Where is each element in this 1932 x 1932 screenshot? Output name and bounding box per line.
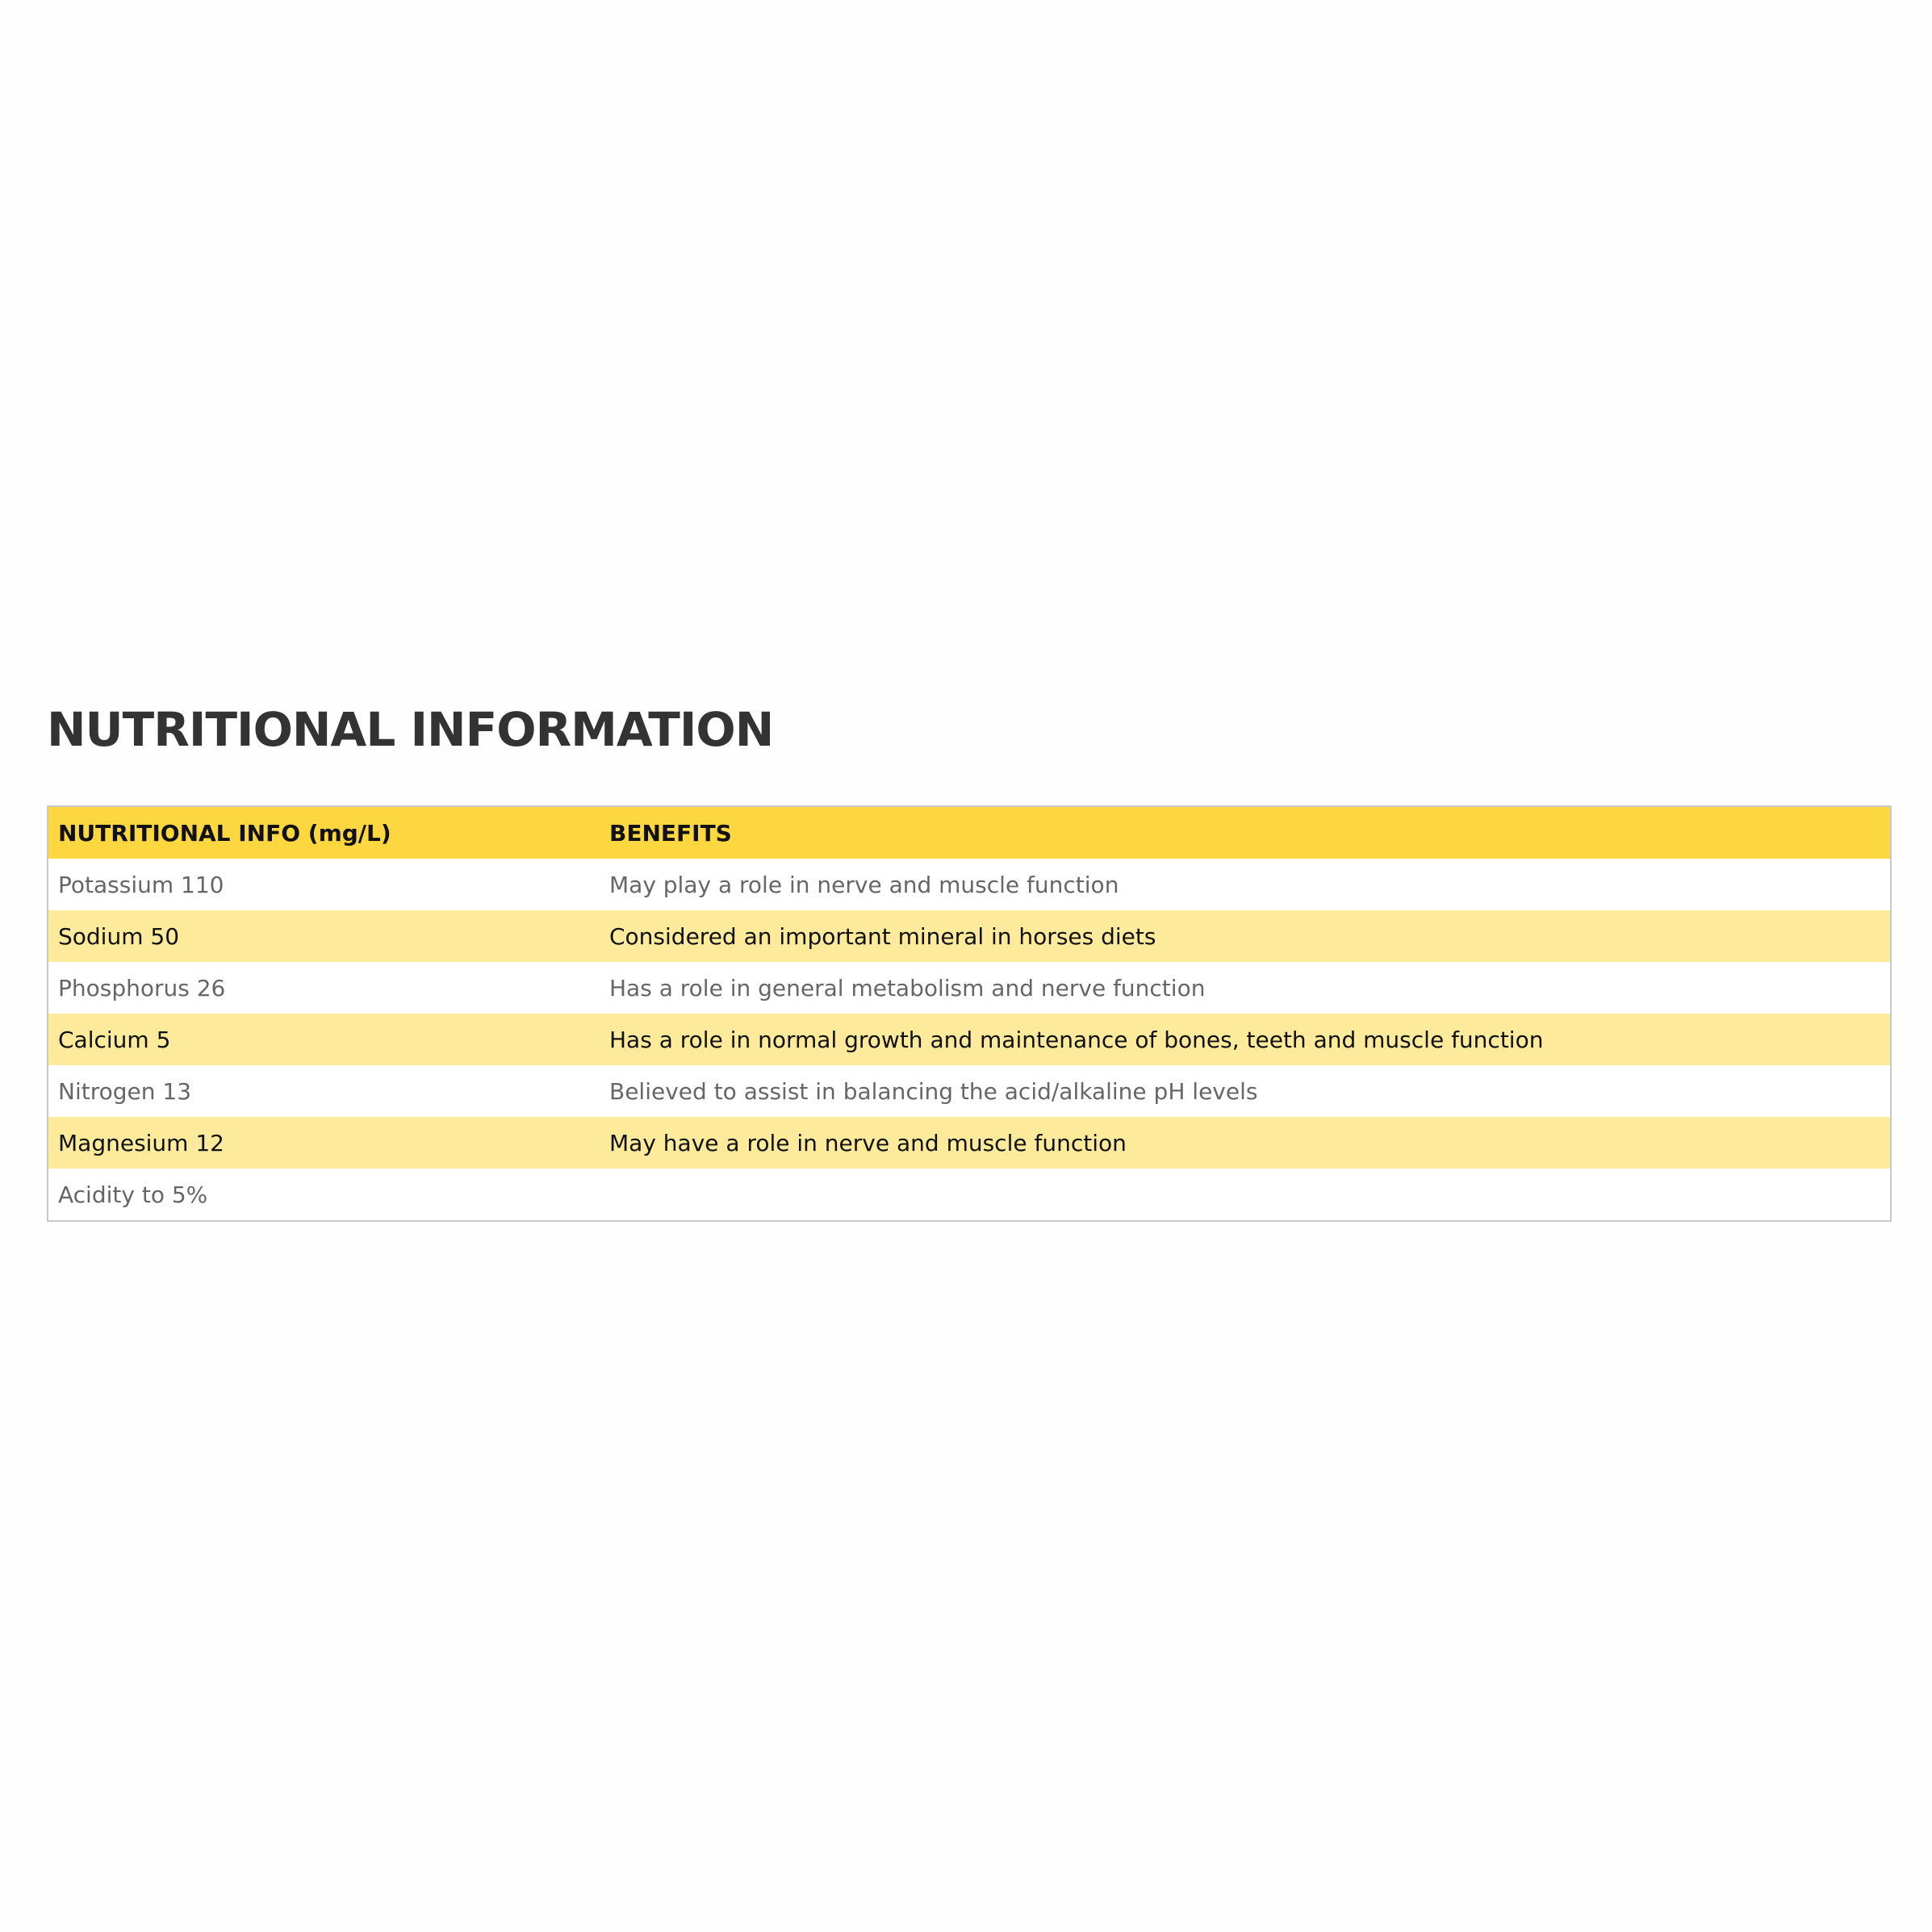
table-header-row <box>48 806 1891 859</box>
column-header-benefits: BENEFITS <box>609 819 732 847</box>
table-row <box>48 1169 1891 1221</box>
benefit-cell: May have a role in nerve and muscle function <box>609 1129 1127 1156</box>
benefit-cell: Believed to assist in balancing the acid/alkaline pH levels <box>609 1077 1258 1105</box>
section-title: NUTRITIONAL INFORMATION <box>47 702 774 757</box>
nutrient-cell: Phosphorus 26 <box>58 974 226 1002</box>
table-row <box>48 1117 1891 1169</box>
nutrient-cell: Calcium 5 <box>58 1026 171 1053</box>
table-row <box>48 1065 1891 1117</box>
nutrient-cell: Magnesium 12 <box>58 1129 224 1156</box>
nutrient-cell: Potassium 110 <box>58 871 224 898</box>
nutrient-cell: Sodium 50 <box>58 922 180 950</box>
benefit-cell: Has a role in general metabolism and nerve function <box>609 974 1206 1002</box>
table-row <box>48 910 1891 962</box>
table-row <box>48 859 1891 910</box>
benefit-cell: Considered an important mineral in horses diets <box>609 922 1156 950</box>
table-row <box>48 1014 1891 1065</box>
nutrient-cell: Nitrogen 13 <box>58 1077 192 1105</box>
table-row <box>48 962 1891 1014</box>
column-header-nutritional-info: NUTRITIONAL INFO (mg/L) <box>58 819 391 847</box>
benefit-cell: Has a role in normal growth and maintenance of bones, teeth and muscle function <box>609 1026 1544 1053</box>
nutrient-cell: Acidity to 5% <box>58 1181 208 1208</box>
benefit-cell <box>600 1169 1891 1221</box>
nutritional-information-section <box>47 702 1892 1208</box>
benefit-cell: May play a role in nerve and muscle function <box>609 871 1119 898</box>
nutrition-table <box>47 805 1892 1222</box>
